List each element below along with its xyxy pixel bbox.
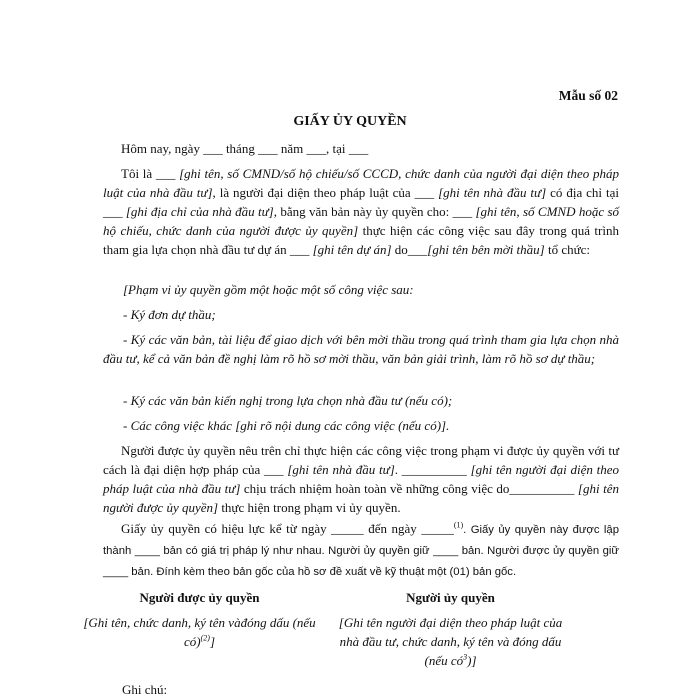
scope-item: - Các công việc khác [ghi rõ nội dung các công việc (nếu có)].: [123, 418, 450, 433]
date-line: Hôm nay, ngày ___ tháng ___ năm ___, tại ___: [121, 141, 369, 156]
scope-item: - Ký các văn bản, tài liệu để giao dịch với bên mời thầu trong quá trình tham gia lựa chọn nhà đầu tư, kể cả văn bản đề nghị làm rõ hồ sơ mời thầu, văn bản giải trình, làm rõ hồ sơ dự thầu;: [103, 332, 619, 366]
signature-block-authorizer: [333, 588, 568, 670]
intro-paragraph: Tôi là ___ [ghi tên, số CMND/số hộ chiếu/số CCCD, chức danh của người đại diện theo pháp luật của nhà đầu tư], là người đại diện theo pháp luật của ___ [ghi tên nhà đầu tư] có địa chỉ tại ___ [ghi địa chỉ của nhà đầu tư], bằng văn bản này ủy quyền cho: ___ [ghi tên, số CMND hoặc số hộ chiếu, chức danh của người được ủy quyền] thực hiện các công việc sau đây trong quá trình tham gia lựa chọn nhà đầu tư dự án ___ [ghi tên dự án] do___[ghi tên bên mời thầu] tổ chức:: [103, 166, 620, 257]
signature-instructions: [Ghi tên, chức danh, ký tên vàđóng dấu (nếu có)$^{(2)}$]: [83, 615, 316, 649]
signature-title: Người ủy quyền: [406, 590, 495, 605]
responsibility-paragraph: Người được ủy quyền nêu trên chỉ thực hiện các công việc trong phạm vi được ủy quyền với tư cách là đại diện hợp pháp của ___ [ghi tên nhà đầu tư]. __________ [ghi tên người đại diện theo pháp luật của nhà đầu tư] chịu trách nhiệm hoàn toàn về những công việc do__________ [ghi tên người được ủy quyền] thực hiện trong phạm vi ủy quyền.: [103, 443, 620, 515]
form-number: Mẫu số 02: [558, 88, 618, 103]
signature-block-authorized: [82, 588, 317, 651]
document-title: GIẤY ỦY QUYỀN: [293, 114, 407, 129]
scope-heading: [Phạm vi ủy quyền gồm một hoặc một số công việc sau:: [123, 282, 414, 297]
scope-item: - Ký các văn bản kiến nghị trong lựa chọn nhà đầu tư (nếu có);: [123, 393, 453, 408]
scope-item: - Ký đơn dự thầu;: [123, 307, 216, 322]
signature-title: Người được ủy quyền: [139, 590, 260, 605]
validity-paragraph: Giấy ủy quyền có hiệu lực kể từ ngày _____ đến ngày _____$^{(1)}$. Giấy ủy quyền này được lập thành ____ bản có giá trị pháp lý như nhau. Người ủy quyền giữ ____ bản. Người được ủy quyền giữ ____ bản. Đính kèm theo bản gốc của hồ sơ đề xuất về kỹ thuật một (01) bản gốc.: [103, 520, 619, 578]
signature-instructions: [Ghi tên người đại diện theo pháp luật của nhà đầu tư, chức danh, ký tên và đóng dấu (nếu $có^3$)]: [338, 615, 563, 668]
notes-label: Ghi chú:: [122, 682, 168, 697]
